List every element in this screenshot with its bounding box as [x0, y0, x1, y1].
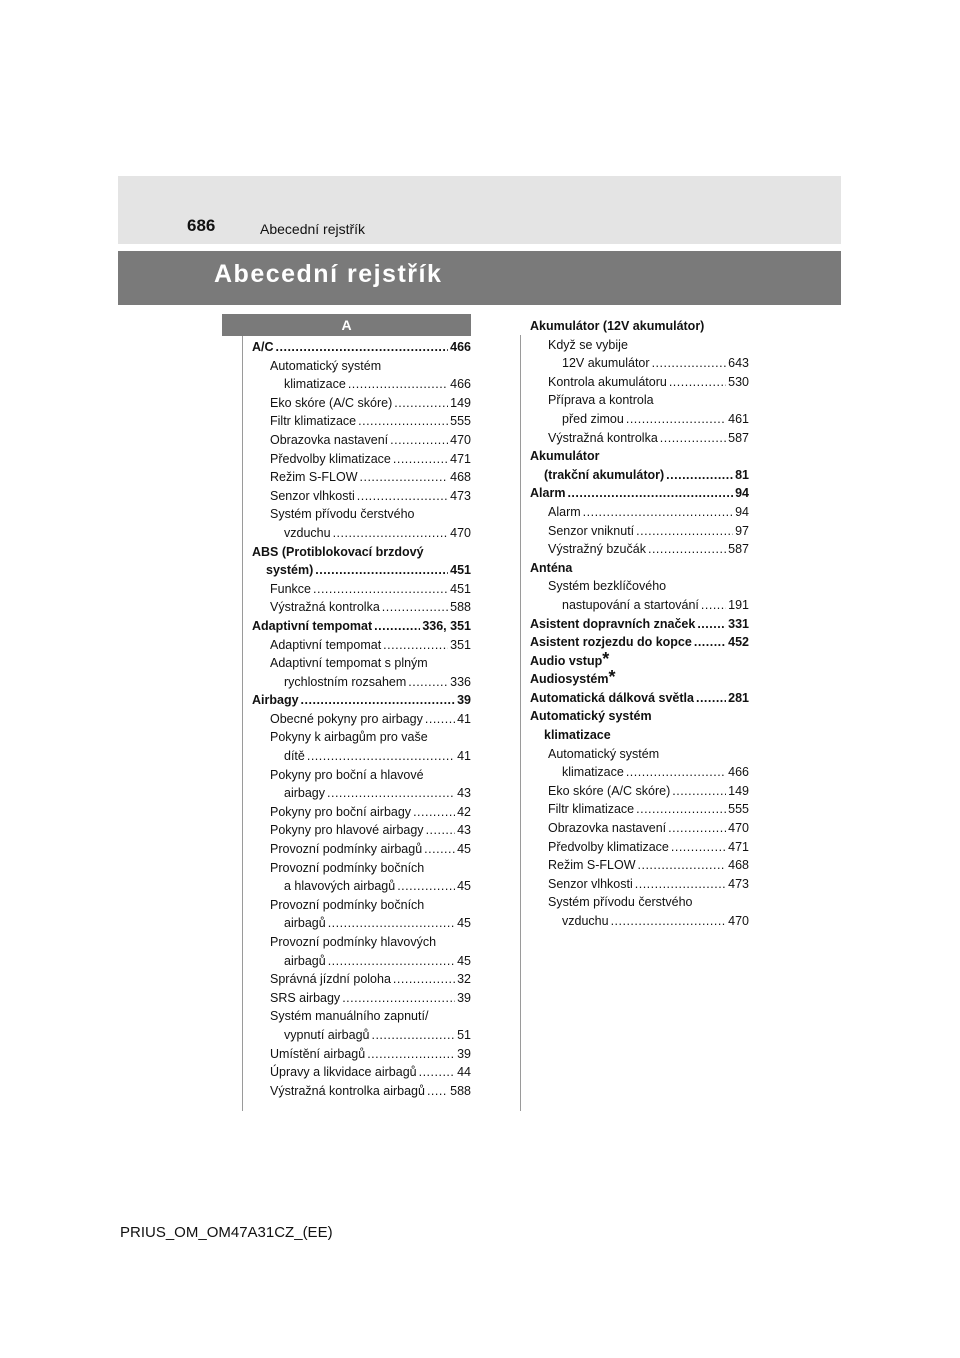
entry-text: Provozní podmínky airbagů	[270, 842, 423, 857]
page-reference: 41	[457, 711, 471, 726]
entry-text: Adaptivní tempomat s plným	[270, 656, 428, 671]
dot-leader	[626, 410, 726, 429]
page-reference: 94	[735, 504, 749, 519]
page-reference: 466	[728, 765, 749, 780]
dot-leader	[660, 429, 726, 448]
dot-leader	[383, 636, 448, 655]
index-subentry	[530, 373, 749, 392]
entry-text: Provozní podmínky bočních	[270, 897, 425, 912]
entry-text: Anténa	[530, 560, 573, 575]
dot-leader	[360, 468, 449, 487]
index-entry	[530, 559, 749, 578]
index-subentry	[530, 391, 749, 428]
index-subentry	[530, 875, 749, 894]
index-subentry	[252, 859, 471, 896]
entry-text: Alarm	[530, 486, 566, 501]
entry-text: před zimou	[562, 411, 624, 426]
entry-text: Alarm	[548, 504, 581, 519]
entry-text: Automatický systém	[270, 358, 382, 373]
index-subentry	[252, 357, 471, 394]
index-entry	[530, 317, 749, 336]
index-subentry	[530, 429, 749, 448]
entry-text: Adaptivní tempomat	[270, 637, 382, 652]
entry-text: vzduchu	[284, 525, 331, 540]
page-reference: 81	[735, 467, 749, 482]
entry-text: Eko skóre (A/C skóre)	[548, 783, 671, 798]
entry-text: airbagy	[284, 786, 325, 801]
index-subentry	[530, 856, 749, 875]
dot-leader	[374, 617, 420, 636]
entry-text: Eko skóre (A/C skóre)	[270, 395, 393, 410]
entry-text: klimatizace	[284, 377, 346, 392]
entry-text: Pokyny pro boční airbagy	[270, 804, 412, 819]
page-reference: 473	[450, 488, 471, 503]
page-number: 686	[187, 216, 216, 235]
index-subentry	[530, 577, 749, 614]
entry-text: Audiosystém	[530, 672, 609, 687]
page-reference: 451	[450, 581, 471, 596]
page-reference: 45	[457, 842, 471, 857]
entry-text: Asistent rozjezdu do kopce	[530, 635, 692, 650]
entry-text: Provozní podmínky hlavových	[270, 935, 437, 949]
index-subentry	[252, 654, 471, 691]
index-column-right	[530, 317, 749, 931]
index-entry	[252, 338, 471, 357]
entry-text: Systém přívodu čerstvého	[548, 895, 693, 910]
entry-text: SRS airbagy	[270, 990, 341, 1005]
page-reference: 191	[728, 597, 749, 612]
dot-leader	[393, 450, 448, 469]
index-subentry	[252, 412, 471, 431]
index-subentry	[252, 431, 471, 450]
index-subentry	[252, 487, 471, 506]
entry-text: Předvolby klimatizace	[270, 451, 391, 466]
dot-leader	[697, 615, 726, 634]
index-subentry	[252, 598, 471, 617]
page-reference: 43	[457, 786, 471, 801]
index-entry	[530, 689, 749, 708]
entry-text: Pokyny pro hlavové airbagy	[270, 823, 424, 838]
running-header: Abecední rejstřík	[260, 221, 366, 237]
page-reference: 587	[728, 430, 749, 445]
page-reference: 281	[728, 690, 749, 705]
dot-leader	[626, 763, 726, 782]
entry-text: Když se vybije	[548, 337, 628, 352]
dot-leader	[393, 970, 455, 989]
page-reference: 473	[728, 876, 749, 891]
index-entry	[530, 707, 749, 744]
entry-text: klimatizace	[562, 765, 624, 780]
index-subentry	[530, 336, 749, 373]
index-subentry	[252, 450, 471, 469]
entry-text: Provozní podmínky bočních	[270, 860, 425, 875]
page-reference: 461	[728, 411, 749, 426]
page-reference: 588	[450, 600, 471, 615]
page-reference: 643	[728, 356, 749, 371]
page-reference: 39	[457, 1046, 471, 1061]
page-reference: 555	[728, 802, 749, 817]
entry-text: Automatická dálková světla	[530, 690, 694, 705]
dot-leader	[426, 821, 456, 840]
index-subentry	[252, 394, 471, 413]
entry-text: Výstražná kontrolka airbagů	[270, 1083, 425, 1098]
dot-leader	[583, 503, 733, 522]
entry-text: Výstražná kontrolka	[548, 430, 658, 445]
page-reference: 470	[450, 432, 471, 447]
dot-leader	[427, 1082, 448, 1101]
index-column-left	[252, 338, 471, 1100]
entry-text: Senzor vniknutí	[548, 523, 635, 538]
entry-text: Výstražná kontrolka	[270, 600, 380, 615]
index-subentry	[252, 636, 471, 655]
index-entry: Audio vstup *	[530, 648, 610, 669]
index-entry	[530, 615, 749, 634]
index-subentry	[252, 728, 471, 765]
page-reference: 43	[457, 823, 471, 838]
page-reference: 39	[457, 693, 471, 708]
dot-leader	[648, 540, 726, 559]
page-reference: 45	[457, 953, 471, 968]
index-subentry	[252, 840, 471, 859]
page-reference: 470	[450, 525, 471, 540]
page-reference: 42	[457, 804, 471, 819]
dot-leader	[425, 710, 455, 729]
entry-text: Systém přívodu čerstvého	[270, 507, 415, 522]
entry-text: vzduchu	[562, 914, 609, 928]
document-code-footer: PRIUS_OM_OM47A31CZ_(EE)	[120, 1224, 333, 1241]
page-reference: 588	[450, 1083, 471, 1098]
dot-leader	[315, 561, 448, 580]
dot-leader	[419, 1063, 455, 1082]
page-reference: 468	[450, 470, 471, 485]
dot-leader	[413, 803, 455, 822]
page-reference: 51	[457, 1027, 471, 1042]
index-subentry	[252, 710, 471, 729]
entry-text: Předvolby klimatizace	[548, 839, 669, 854]
entry-text: Obrazovka nastavení	[270, 432, 389, 447]
index-subentry	[530, 800, 749, 819]
entry-text: Příprava a kontrola	[548, 393, 654, 408]
index-subentry	[530, 745, 749, 782]
index-subentry	[252, 1045, 471, 1064]
dot-leader	[342, 989, 455, 1008]
dot-leader	[408, 673, 448, 692]
index-subentry	[530, 503, 749, 522]
entry-text: Filtr klimatizace	[548, 802, 635, 817]
index-entry: Audiosystém *	[530, 667, 616, 688]
dot-leader	[307, 747, 455, 766]
entry-text: Asistent dopravních značek	[530, 616, 696, 631]
entry-text: dítě	[284, 749, 305, 764]
dot-leader	[390, 431, 448, 450]
entry-text: Automatický systém	[548, 746, 660, 761]
page-reference: 351	[450, 637, 471, 652]
index-subentry	[252, 896, 471, 933]
page-reference: 336	[450, 674, 471, 689]
page-reference: 452	[728, 635, 749, 650]
page-reference: 149	[728, 783, 749, 798]
page-reference: 39	[457, 990, 471, 1005]
index-subentry	[252, 803, 471, 822]
page-reference: 471	[728, 839, 749, 854]
entry-text: Senzor vlhkosti	[270, 488, 355, 503]
entry-text: Systém manuálního zapnutí/	[270, 1009, 429, 1024]
index-subentry	[252, 933, 471, 970]
dot-leader	[371, 1026, 455, 1045]
index-subentry	[252, 580, 471, 599]
index-subentry	[252, 468, 471, 487]
dot-leader	[567, 484, 733, 503]
page-reference: 41	[457, 749, 471, 764]
page-reference: 94	[735, 486, 749, 501]
dot-leader	[328, 914, 455, 933]
index-subentry	[252, 989, 471, 1008]
entry-text: A/C	[252, 340, 274, 354]
page-reference: 45	[457, 879, 471, 894]
entry-text: Umístění airbagů	[270, 1046, 366, 1061]
entry-text: Režim S-FLOW	[548, 858, 636, 873]
column-divider-left	[242, 335, 243, 1111]
index-subentry	[252, 1063, 471, 1082]
entry-text: Airbagy	[252, 693, 299, 708]
dot-leader	[358, 412, 448, 431]
index-subentry	[252, 1007, 471, 1044]
entry-text: Audio vstup	[530, 653, 603, 668]
page-reference: 44	[457, 1065, 471, 1080]
entry-text: Obrazovka nastavení	[548, 821, 667, 836]
page-reference: 336, 351	[422, 618, 471, 633]
dot-leader	[635, 875, 726, 894]
entry-text: vypnutí airbagů	[284, 1027, 370, 1042]
dot-leader	[382, 598, 448, 617]
dot-leader	[666, 466, 733, 485]
dot-leader	[638, 856, 727, 875]
index-entry	[252, 543, 471, 580]
index-subentry	[252, 970, 471, 989]
index-subentry	[530, 540, 749, 559]
dot-leader	[394, 394, 448, 413]
entry-text: Funkce	[270, 581, 311, 596]
column-divider-right	[520, 335, 521, 1111]
dot-leader	[696, 689, 726, 708]
entry-text: Pokyny k airbagům pro vaše	[270, 730, 428, 745]
page-reference: 471	[450, 451, 471, 466]
entry-text: Akumulátor	[530, 449, 600, 464]
entry-text: (trakční akumulátor)	[544, 467, 665, 482]
entry-text: Výstražný bzučák	[548, 542, 646, 557]
index-entry	[530, 633, 749, 652]
page-reference: 466	[450, 340, 471, 354]
entry-text: airbagů	[284, 953, 326, 968]
dot-leader	[701, 596, 726, 615]
page-reference: 45	[457, 916, 471, 931]
index-entry	[252, 691, 471, 710]
entry-text: ABS (Protiblokovací brzdový	[252, 544, 424, 559]
index-subentry	[252, 766, 471, 803]
entry-text: airbagů	[284, 916, 326, 931]
dot-leader	[694, 633, 726, 652]
page-reference: 555	[450, 414, 471, 429]
dot-leader	[671, 838, 726, 857]
page-reference: 32	[457, 972, 471, 987]
dot-leader	[424, 840, 455, 859]
index-subentry	[530, 522, 749, 541]
index-subentry	[530, 782, 749, 801]
entry-text: Systém bezklíčového	[548, 579, 667, 594]
entry-text: Senzor vlhkosti	[548, 876, 633, 891]
page-reference: 470	[728, 821, 749, 836]
entry-text: Adaptivní tempomat	[252, 618, 373, 633]
dot-leader	[367, 1045, 455, 1064]
dot-leader	[328, 952, 455, 971]
index-entry	[530, 484, 749, 503]
dot-leader	[669, 373, 726, 392]
entry-text: klimatizace	[544, 728, 611, 743]
entry-text: nastupování a startování	[562, 597, 699, 612]
entry-text: systém)	[266, 563, 314, 578]
dot-leader	[668, 819, 726, 838]
page-reference: 451	[450, 563, 471, 578]
dot-leader	[333, 524, 449, 543]
entry-text: Obecné pokyny pro airbagy	[270, 711, 423, 726]
dot-leader	[357, 487, 448, 506]
index-subentry	[530, 893, 749, 930]
dot-leader	[313, 580, 448, 599]
entry-text: Kontrola akumulátoru	[548, 374, 667, 389]
index-subentry	[252, 821, 471, 840]
dot-leader	[327, 784, 455, 803]
dot-leader	[611, 912, 727, 931]
entry-text: Správná jízdní poloha	[270, 972, 391, 987]
page-title: Abecední rejstřík	[214, 260, 443, 288]
dot-leader	[348, 375, 448, 394]
entry-text: Automatický systém	[530, 709, 652, 724]
page-reference: 587	[728, 542, 749, 557]
page-reference: 470	[728, 914, 749, 928]
index-subentry	[530, 819, 749, 838]
index-subentry	[530, 838, 749, 857]
entry-text: 12V akumulátor	[562, 356, 650, 371]
entry-text: Úpravy a likvidace airbagů	[270, 1065, 417, 1080]
entry-text: Režim S-FLOW	[270, 470, 358, 485]
page-reference: 530	[728, 374, 749, 389]
header-bar	[118, 176, 841, 244]
entry-text: Pokyny pro boční a hlavové	[270, 767, 424, 782]
dot-leader	[636, 800, 726, 819]
index-subentry	[252, 1082, 471, 1101]
dot-leader	[276, 338, 449, 357]
page-reference: 468	[728, 858, 749, 873]
page-reference: 331	[728, 616, 749, 631]
index-subentry	[252, 505, 471, 542]
index-letter-heading: A	[222, 314, 471, 336]
page-reference: 149	[450, 395, 471, 410]
dot-leader	[672, 782, 726, 801]
dot-leader	[397, 877, 455, 896]
dot-leader	[636, 522, 733, 541]
page-reference: 97	[735, 523, 749, 538]
dot-leader	[301, 691, 456, 710]
index-entry	[252, 617, 471, 636]
entry-text: Akumulátor (12V akumulátor)	[530, 319, 705, 333]
page-reference: 466	[450, 377, 471, 392]
index-entry	[530, 447, 749, 484]
dot-leader	[652, 354, 727, 373]
entry-text: Filtr klimatizace	[270, 414, 357, 429]
entry-text: rychlostním rozsahem	[284, 674, 407, 689]
entry-text: a hlavových airbagů	[284, 879, 396, 894]
